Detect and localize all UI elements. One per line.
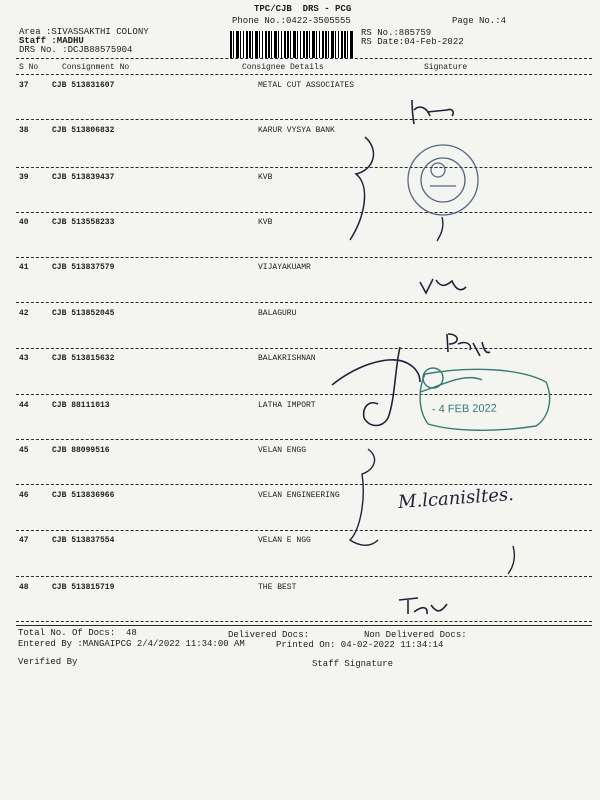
column-header-consignment: Consignment No [62,63,130,72]
row-consignee: VIJAYAKUAMR [258,263,311,272]
row-consignee: KARUR VYSYA BANK [258,126,335,135]
row-consignment-no: CJB 513815632 [52,354,115,363]
handwritten-signature-46: M.lcanisltes. [397,483,515,514]
row-sno: 41 [19,263,29,272]
verified-by: Verified By [18,657,78,667]
row-sno: 42 [19,309,29,318]
signature-37 [412,100,453,124]
column-header-signature: Signature [424,63,468,72]
staff-label: Staff :MADHU [19,36,84,46]
row-consignment-no: CJB 513852045 [52,309,115,318]
row-consignee: KVB [258,218,273,227]
row-sno: 45 [19,446,29,455]
row-consignee: THE BEST [258,583,297,592]
signature-41 [420,279,466,293]
total-docs: Total No. Of Docs: 48 [18,628,137,638]
delivered-docs: Delivered Docs: [228,630,310,640]
row-consignee: KVB [258,173,273,182]
printed-on: Printed On: 04-02-2022 11:34:14 [276,640,444,650]
row-consignment-no: CJB 513837554 [52,536,115,545]
bracket-45-47 [350,449,378,545]
row-consignment-no: CJB 88111013 [52,401,110,410]
row-consignee: LATHA IMPORT [258,401,316,410]
row-sno: 47 [19,536,29,545]
row-consignment-no: CJB 513831607 [52,81,115,90]
staff-signature: Staff Signature [312,659,394,669]
row-sno: 37 [19,81,29,90]
bank-stamp [408,145,478,215]
phone-number: Phone No.:0422-3505555 [232,16,351,26]
row-consignment-no: CJB 513837579 [52,263,115,272]
row-sno: 40 [19,218,29,227]
rs-date: RS Date:04-Feb-2022 [361,37,464,47]
signature-42 [447,334,490,356]
row-consignment-no: CJB 513839437 [52,173,115,182]
row-consignee: METAL CUT ASSOCIATES [258,81,355,90]
row-sno: 38 [19,126,29,135]
area-label: Area :SIVASSAKTHI COLONY [19,27,149,37]
date-stamp-text: - 4 FEB 2022 [431,402,497,416]
row-consignee: VELAN E NGG [258,536,311,545]
row-consignee: VELAN ENGG [258,446,307,455]
row-sno: 39 [19,173,29,182]
row-sno: 46 [19,491,29,500]
row-consignee: BALAGURU [258,309,297,318]
page-number: Page No.:4 [452,16,507,26]
row-consignee: BALAKRISHNAN [258,354,316,363]
row-consignment-no: CJB 513558233 [52,218,115,227]
non-delivered-docs: Non Delivered Docs: [364,630,467,640]
row-consignment-no: CJB 513815719 [52,583,115,592]
signature-48 [399,598,447,614]
row-sno: 43 [19,354,29,363]
row-sno: 48 [19,583,29,592]
drs-number: DRS No. :DCJB88575904 [19,45,133,55]
signature-40 [437,217,443,241]
rs-number: RS No.:885759 [361,28,432,38]
row-consignment-no: CJB 513806832 [52,126,115,135]
signature-47 [508,546,514,574]
date-stamp [420,368,550,430]
entered-by: Entered By :MANGAIPCG 2/4/2022 11:34:00 AM [18,639,245,649]
document-title: TPC/CJB DRS - PCG [254,4,352,14]
row-consignment-no: CJB 88099516 [52,446,110,455]
column-header-consignee: Consignee Details [242,63,324,72]
bracket-38-40 [350,137,374,240]
column-header-sno: S No [19,63,39,72]
signature-43 [332,347,420,426]
row-consignment-no: CJB 513836966 [52,491,115,500]
row-consignee: VELAN ENGINEERING [258,491,340,500]
row-sno: 44 [19,401,29,410]
